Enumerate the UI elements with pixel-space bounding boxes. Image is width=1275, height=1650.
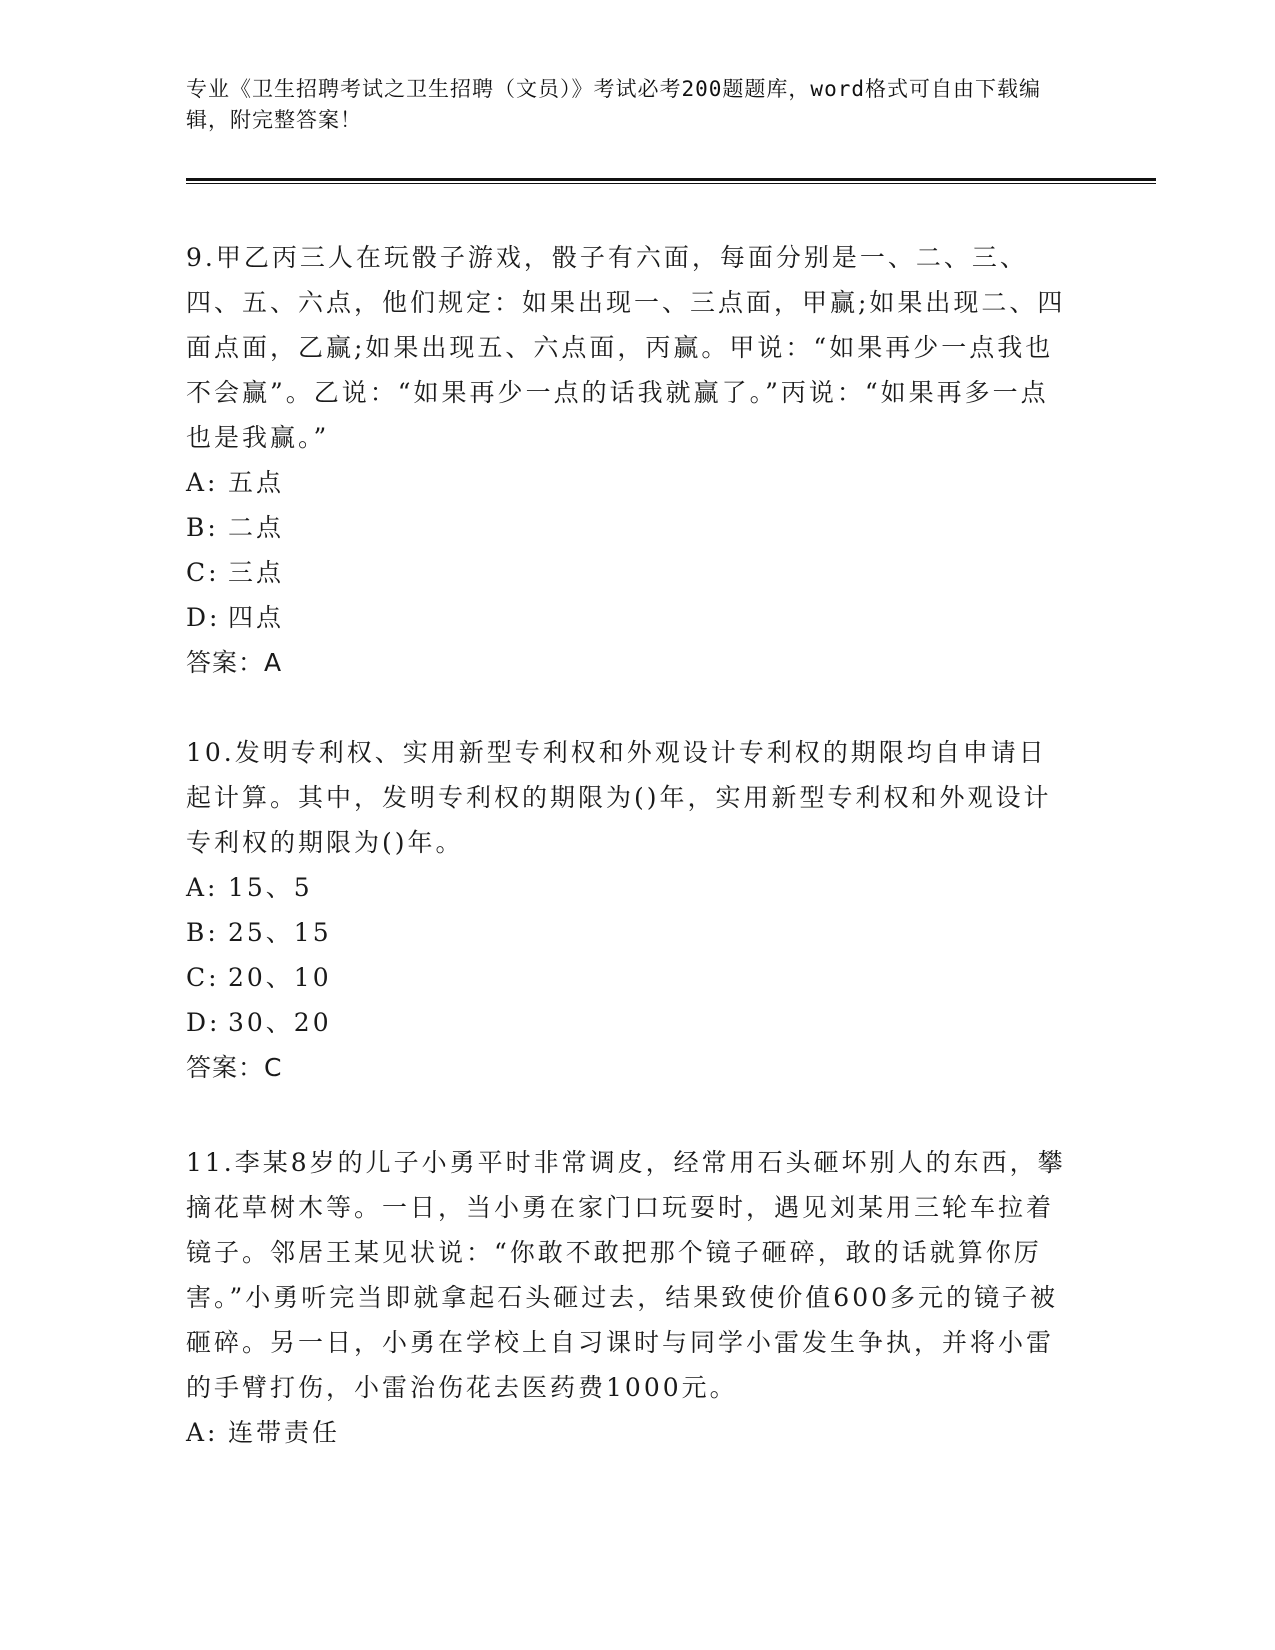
answer-line: 答案：C bbox=[186, 1053, 283, 1082]
option-text: 25、15 bbox=[228, 918, 332, 947]
option-key: B: bbox=[186, 918, 219, 947]
option-text: 30、20 bbox=[228, 1008, 332, 1037]
question-9 bbox=[186, 235, 1066, 685]
question-10 bbox=[186, 730, 1066, 1090]
option-a bbox=[186, 460, 1066, 505]
option-key: C: bbox=[186, 558, 220, 587]
option-c bbox=[186, 955, 1066, 1000]
option-key: D: bbox=[186, 603, 221, 632]
option-a bbox=[186, 865, 1066, 910]
option-text: 四点 bbox=[228, 603, 285, 632]
option-text: 五点 bbox=[228, 468, 285, 497]
option-b bbox=[186, 910, 1066, 955]
option-text: 二点 bbox=[228, 513, 285, 542]
answer-line: 答案：A bbox=[186, 648, 283, 677]
option-d bbox=[186, 595, 1066, 640]
question-11 bbox=[186, 1140, 1066, 1455]
option-key: D: bbox=[186, 1008, 221, 1037]
option-key: B: bbox=[186, 513, 219, 542]
option-text: 连带责任 bbox=[228, 1418, 341, 1447]
header-divider-thin bbox=[186, 183, 1156, 184]
option-key: A: bbox=[186, 873, 219, 902]
option-a bbox=[186, 1410, 1066, 1455]
option-key: A: bbox=[186, 468, 219, 497]
option-text: 三点 bbox=[228, 558, 285, 587]
option-d bbox=[186, 1000, 1066, 1045]
option-text: 15、5 bbox=[228, 873, 313, 902]
option-key: C: bbox=[186, 963, 220, 992]
option-c bbox=[186, 550, 1066, 595]
question-stem: 10.发明专利权、实用新型专利权和外观设计专利权的期限均自申请日起计算。其中，发明专利权的期限为()年，实用新型专利权和外观设计专利权的期限为()年。 bbox=[186, 738, 1052, 857]
question-stem: 11.李某8岁的儿子小勇平时非常调皮，经常用石头砸坏别人的东西，攀摘花草树木等。一日，当小勇在家门口玩耍时，遇见刘某用三轮车拉着镜子。邻居王某见状说：“你敢不敢把那个镜子砸碎，敢的话就算你厉害。”小勇听完当即就拿起石头砸过去，结果致使价值600多元的镜子被砸碎。另一日，小勇在学校上自习课时与同学小雷发生争执，并将小雷的手臂打伤，小雷治伤花去医药费1000元。 bbox=[186, 1148, 1066, 1402]
option-text: 20、10 bbox=[228, 963, 332, 992]
question-stem: 9.甲乙丙三人在玩骰子游戏，骰子有六面，每面分别是一、二、三、四、五、六点，他们规定：如果出现一、三点面，甲赢;如果出现二、四面点面，乙赢;如果出现五、六点面，丙赢。甲说：“如果再少一点我也不会赢”。乙说：“如果再少一点的话我就赢了。”丙说：“如果再多一点也是我赢。” bbox=[186, 243, 1066, 452]
header-divider-thick bbox=[186, 178, 1156, 181]
option-b bbox=[186, 505, 1066, 550]
page-header-title: 专业《卫生招聘考试之卫生招聘（文员）》考试必考200题题库，word格式可自由下载编辑，附完整答案！ bbox=[186, 77, 1041, 132]
option-key: A: bbox=[186, 1418, 219, 1447]
